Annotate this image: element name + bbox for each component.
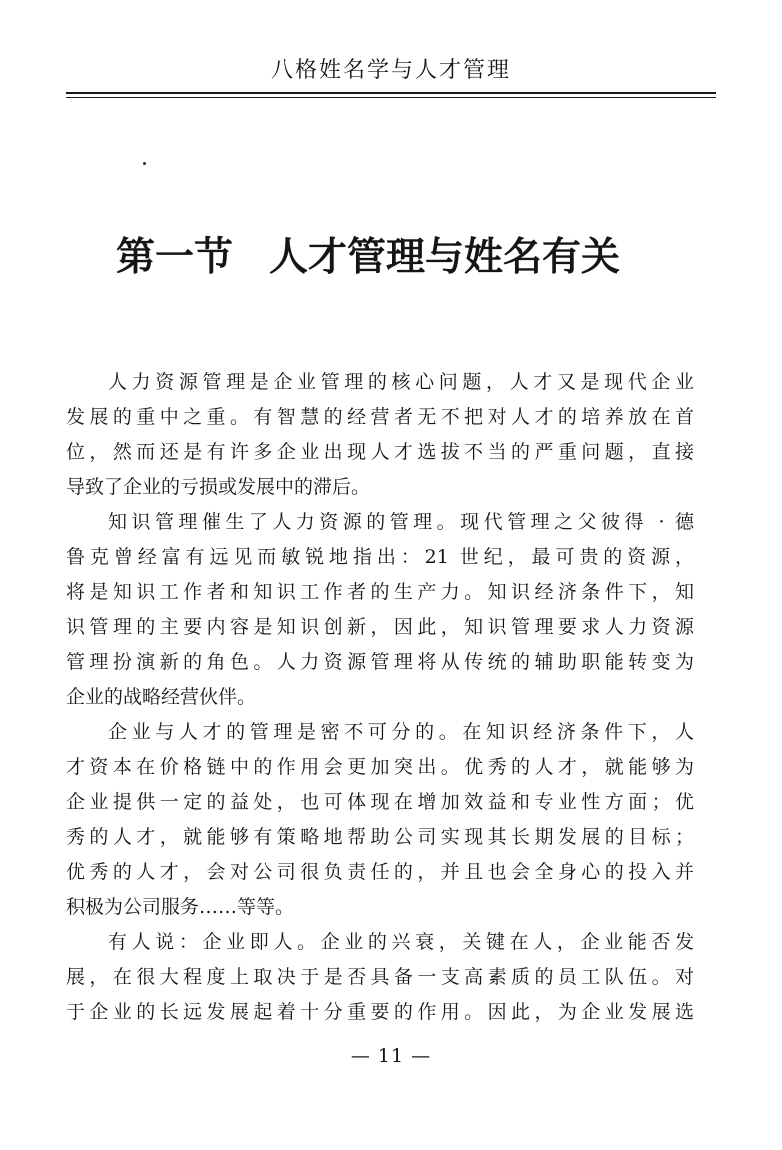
paragraph-3-line-2: 才资本在价格链中的作用会更加突出。优秀的人才，就能够为: [66, 756, 694, 778]
paragraph-2-line-4: 识管理的主要内容是知识创新，因此，知识管理要求人力资源: [66, 616, 694, 638]
paragraph-3-line-1: 企业与人才的管理是密不可分的。在知识经济条件下，人: [108, 721, 694, 743]
paragraph-3-line-6: 积极为公司服务……等等。: [66, 896, 295, 918]
paragraph-2-line-3: 将是知识工作者和知识工作者的生产力。知识经济条件下，知: [66, 581, 694, 603]
page-number: — 11 —: [350, 1045, 432, 1067]
paragraph-2-line-5: 管理扮演新的角色。人力资源管理将从传统的辅助职能转变为: [66, 651, 694, 673]
paragraph-1-line-1: 人力资源管理是企业管理的核心问题，人才又是现代企业: [108, 371, 694, 393]
section-title: 人才管理与姓名有关: [269, 234, 621, 280]
paragraph-1-line-3: 位，然而还是有许多企业出现人才选拔不当的严重问题，直接: [66, 441, 694, 463]
paragraph-2-line-1: 知识管理催生了人力资源的管理。现代管理之父彼得 · 德: [108, 511, 694, 533]
paragraph-1-line-2: 发展的重中之重。有智慧的经营者无不把对人才的培养放在首: [66, 406, 694, 428]
paragraph-2-line-6: 企业的战略经营伙伴。: [66, 686, 257, 708]
paragraph-4-line-1: 有人说：企业即人。企业的兴衰，关键在人，企业能否发: [108, 931, 694, 953]
paragraph-2-line-2: 鲁克曾经富有远见而敏锐地指出：21 世纪，最可贵的资源，: [66, 546, 694, 568]
body-text: [66, 365, 694, 1030]
paragraph-4-line-3: 于企业的长远发展起着十分重要的作用。因此，为企业发展选: [66, 1001, 694, 1023]
section-heading: [116, 232, 676, 282]
print-speck: [143, 162, 146, 165]
paragraph-4-line-2: 展，在很大程度上取决于是否具备一支高素质的员工队伍。对: [66, 966, 694, 988]
paragraph-3-line-5: 优秀的人才，会对公司很负责任的，并且也会全身心的投入并: [66, 861, 694, 883]
paragraph-1-line-4: 导致了企业的亏损或发展中的滞后。: [66, 476, 371, 498]
section-number: 第一节: [116, 234, 234, 280]
header-rule-thin: [66, 97, 716, 98]
paragraph-3-line-3: 企业提供一定的益处，也可体现在增加效益和专业性方面；优: [66, 791, 694, 813]
running-header: 八格姓名学与人才管理: [270, 58, 511, 83]
header-rule-thick: [66, 92, 716, 94]
paragraph-3-line-4: 秀的人才，就能够有策略地帮助公司实现其长期发展的目标；: [66, 826, 694, 848]
